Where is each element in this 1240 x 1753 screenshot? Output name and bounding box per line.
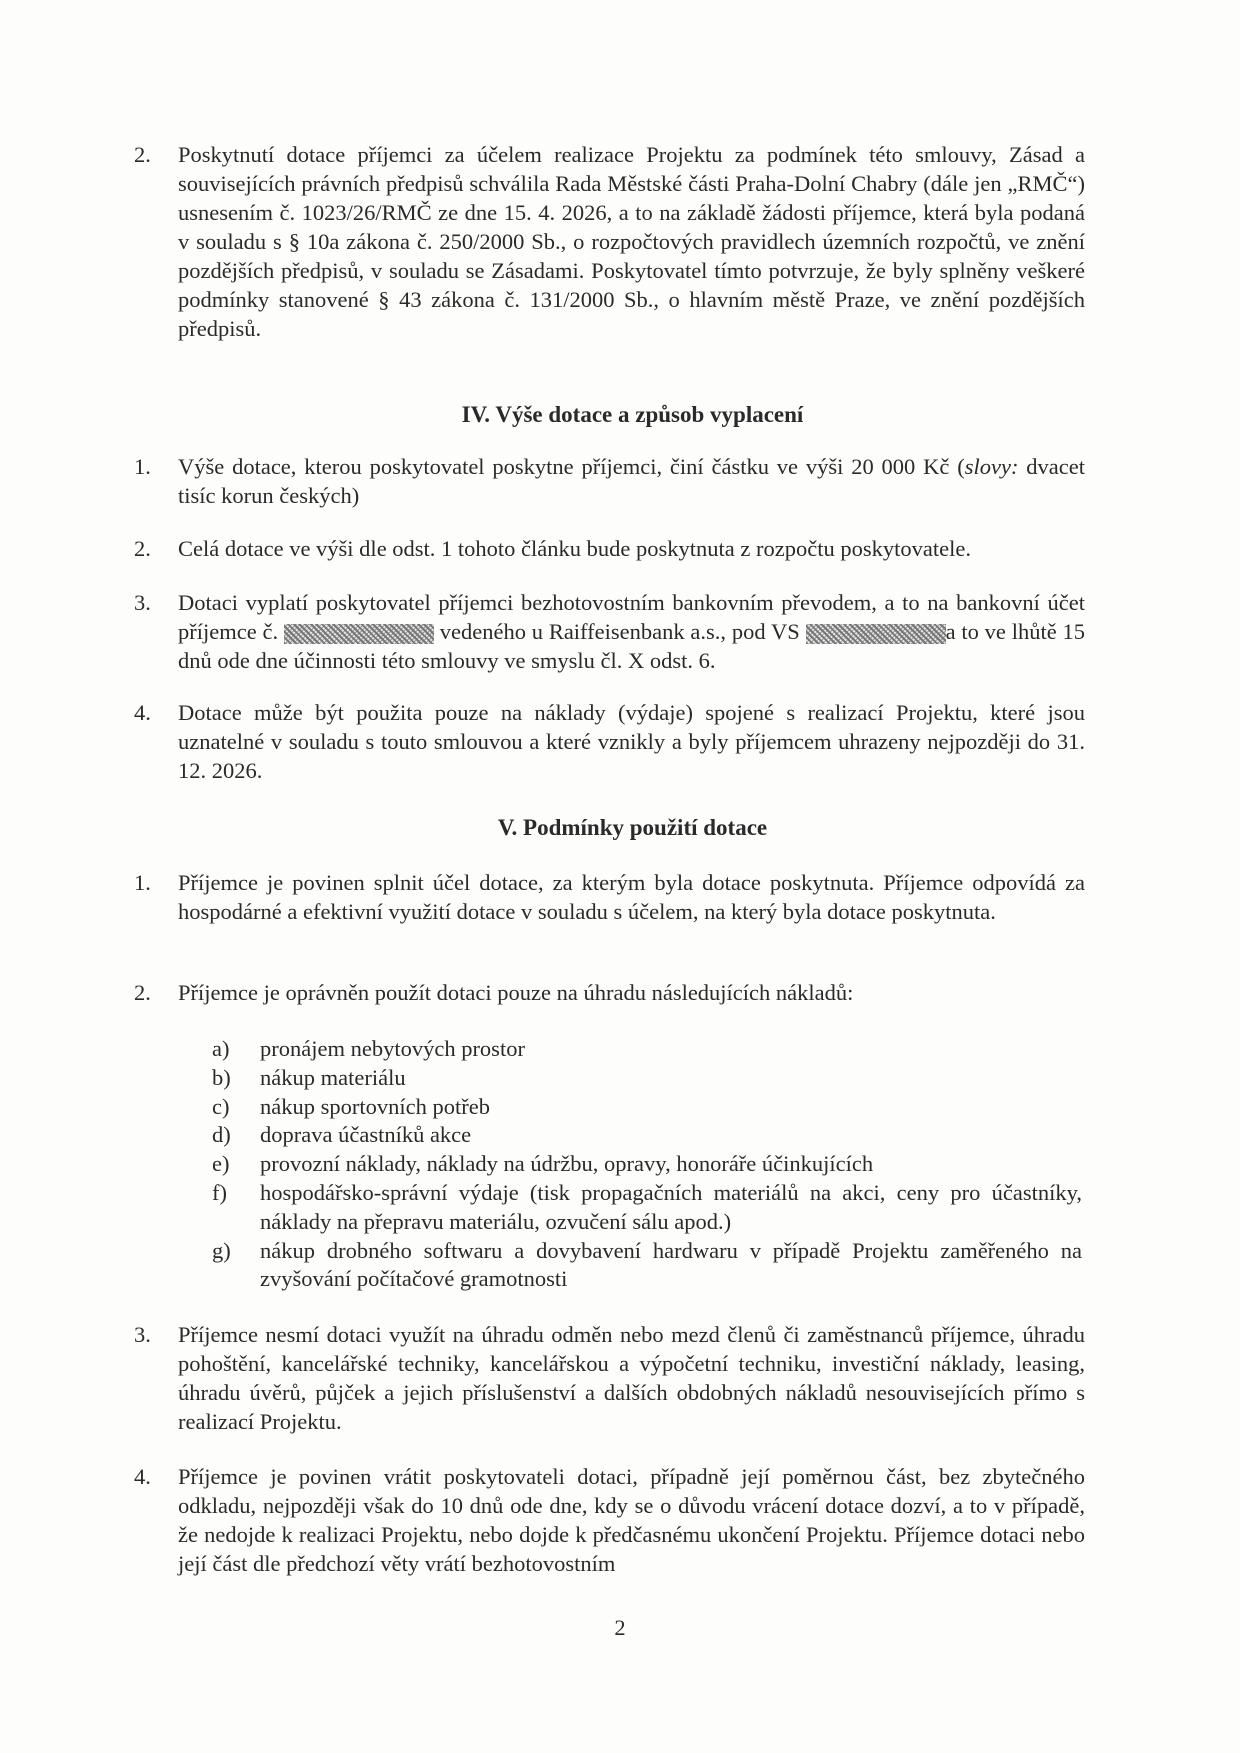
section-iv-item-3 [134, 588, 1085, 675]
item-text [178, 452, 1085, 510]
item-text: Příjemce je oprávněn použít dotaci pouze na úhradu následujících nákladů: [178, 980, 854, 1005]
item-text: Příjemce je povinen splnit účel dotace, za kterým byla dotace poskytnuta. Příjemce odpovídá za hospodárné a efektivní využití dotace v souladu s účelem, na který byla dotace poskytnuta. [178, 870, 1085, 924]
section-v-item-2 [134, 978, 1085, 1007]
item-text-part: Dotaci vyplatí poskytovatel příjemci bezhotovostním bankovním převodem, a to na bankovní účet příjemce č. [178, 590, 1085, 644]
list-item-text: provozní náklady, náklady na údržbu, opravy, honoráře účinkujících [260, 1151, 874, 1177]
item-text: Poskytnutí dotace příjemci za účelem realizace Projektu za podmínek této smlouvy, Zásad a souvisejících právních předpisů schválila Rada Městské části Praha-Dolní Chabry (dále jen „RMČ“) usnesením č. 1023/26/RMČ ze dne 15. 4. 2026, a to na základě žádosti příjemce, která byla podaná v souladu s § 10a zákona č. 250/2000 Sb., o rozpočtových pravidlech územních rozpočtů, ve znění pozdějších předpisů, v souladu se Zásadami. Poskytovatel tímto potvrzuje, že byly splněny veškeré podmínky stanovené § 43 zákona č. 131/2000 Sb., o hlavním městě Praze, ve znění pozdějších předpisů. [178, 142, 1085, 341]
item-number: 4. [134, 1464, 151, 1489]
item-text-part: Výše dotace, kterou poskytovatel poskytne příjemci, činí částku ve výši 20 000 Kč ( [178, 454, 965, 479]
list-item-text: hospodářsko-správní výdaje (tisk propagačních materiálů na akci, ceny pro účastníky, náklady na přepravu materiálu, ozvučení sálu apod.) [260, 1179, 1082, 1234]
list-item-letter: a) [212, 1036, 230, 1061]
item-text-part: a to ve lhůtě 15 dnů ode dne účinnosti této smlouvy ve smyslu čl. X odst. 6. [178, 619, 1085, 673]
item-number: 2. [134, 980, 151, 1005]
list-item [212, 1237, 1082, 1295]
list-item [212, 1121, 1082, 1150]
item-text-part: dvacet tisíc korun českých) [178, 454, 1086, 508]
list-item-letter: g) [212, 1237, 231, 1263]
list-item-letter: d) [212, 1122, 231, 1148]
section-iv-heading: IV. Výše dotace a způsob vyplacení [461, 402, 804, 427]
section-iv-item-4 [134, 698, 1085, 785]
cost-list [212, 1035, 1082, 1294]
item-number: 2. [134, 142, 151, 167]
redacted-variable-symbol [806, 624, 946, 644]
list-item [212, 1035, 1082, 1064]
section-v-item-3 [134, 1320, 1085, 1436]
item-number: 3. [134, 1322, 151, 1347]
item-number: 1. [134, 870, 151, 895]
section-v-heading: V. Podmínky použití dotace [497, 815, 768, 840]
list-item-text: doprava účastníků akce [260, 1122, 472, 1148]
item-text-italic: slovy: [964, 454, 1019, 479]
list-item-text: nákup drobného softwaru a dovybavení hardwaru v případě Projektu zaměřeného na zvyšování počítačové gramotnosti [260, 1237, 1082, 1292]
list-item [212, 1150, 1082, 1179]
section-iv-item-1 [134, 452, 1086, 510]
item-number: 4. [134, 700, 151, 725]
redacted-account-number [284, 624, 434, 644]
list-item [212, 1064, 1082, 1093]
item-text: Celá dotace ve výši dle odst. 1 tohoto článku bude poskytnuta z rozpočtu poskytovatele. [178, 536, 971, 561]
list-item-letter: e) [212, 1151, 230, 1177]
list-item-letter: b) [212, 1064, 231, 1090]
list-item [212, 1179, 1082, 1237]
item-text-part: vedeného u Raiffeisenbank a.s., pod VS [433, 619, 806, 644]
section-v-item-1 [134, 868, 1085, 926]
item-number: 1. [134, 454, 151, 479]
list-item-letter: c) [212, 1093, 230, 1119]
section-v-item-4 [134, 1462, 1085, 1578]
section-iii-item-2 [134, 140, 1085, 343]
item-text: Dotace může být použita pouze na náklady (výdaje) spojené s realizací Projektu, které jsou uznatelné v souladu s touto smlouvou a které vznikly a byly příjemcem uhrazeny nejpozději do 31. 12. 2026. [178, 700, 1085, 783]
list-item [212, 1093, 1082, 1122]
list-item-text: nákup sportovních potřeb [260, 1093, 490, 1119]
item-number: 3. [134, 590, 151, 615]
item-text: Příjemce nesmí dotaci využít na úhradu odměn nebo mezd členů či zaměstnanců příjemce, úhradu pohoštění, kancelářské techniky, kancelářskou a výpočetní techniku, investiční náklady, leasing, úhradu úvěrů, půjček a jejich příslušenství a dalších obdobných nákladů nesouvisejících přímo s realizací Projektu. [178, 1322, 1085, 1434]
item-text: Příjemce je povinen vrátit poskytovateli dotaci, případně její poměrnou část, bez zbytečného odkladu, nejpozději však do 10 dnů ode dne, kdy se o důvodu vrácení dotace dozví, a to v případě, že nedojde k realizaci Projektu, nebo dojde k předčasnému ukončení Projektu. Příjemce dotaci nebo její část dle předchozí věty vrátí bezhotovostním [178, 1464, 1085, 1576]
section-iv-item-2 [134, 534, 1085, 563]
page-number: 2 [614, 1615, 626, 1640]
list-item-text: pronájem nebytových prostor [260, 1036, 525, 1061]
item-number: 2. [134, 536, 151, 561]
list-item-text: nákup materiálu [260, 1064, 406, 1090]
item-text [178, 588, 1085, 675]
list-item-letter: f) [212, 1179, 227, 1205]
